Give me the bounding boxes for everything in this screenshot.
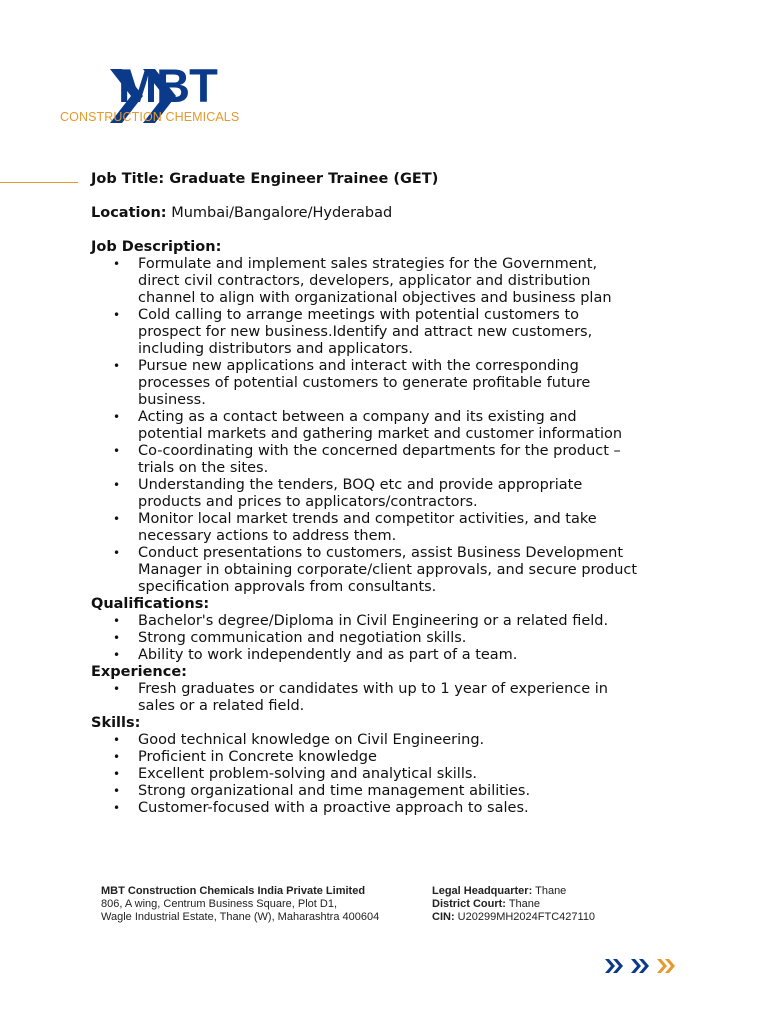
experience-item — [91, 681, 691, 715]
description-item — [91, 477, 691, 511]
footer-district-court — [432, 898, 595, 911]
skills-item — [91, 749, 691, 766]
experience-list — [91, 681, 691, 715]
job-description-heading: Job Description: — [91, 239, 222, 255]
list-item-line: • Conduct presentations to customers, assist Business Development — [138, 545, 624, 561]
list-item-line: • Fresh graduates or candidates with up to 1 year of experience in — [138, 681, 608, 697]
qualifications-heading: Qualifications: — [91, 596, 210, 612]
list-item-line: • Good technical knowledge on Civil Engineering. — [138, 732, 485, 748]
job-location — [91, 205, 691, 222]
experience-heading: Experience: — [91, 664, 187, 680]
skills-item — [91, 783, 691, 800]
list-item-line: trials on the sites. — [138, 460, 269, 476]
description-item — [91, 256, 691, 307]
list-item-line: • Proficient in Concrete knowledge — [138, 749, 377, 765]
list-item-line: • Co-coordinating with the concerned departments for the product – — [138, 443, 621, 459]
list-item-line: • Strong organizational and time management abilities. — [138, 783, 531, 799]
description-item — [91, 307, 691, 358]
court-value: Thane — [508, 898, 541, 910]
footer-address-line-2: Wagle Industrial Estate, Thane (W), Maharashtra 400604 — [101, 911, 380, 923]
skills-item — [91, 732, 691, 749]
location-label: Location: — [91, 205, 167, 221]
cin-value: U20299MH2024FTC427110 — [457, 911, 596, 923]
list-item-line: sales or a related field. — [138, 698, 305, 714]
list-item-line: channel to align with organizational objectives and business plan — [138, 290, 612, 306]
footer-company-info — [101, 885, 379, 924]
list-item-line: • Bachelor's degree/Diploma in Civil Engineering or a related field. — [138, 613, 609, 629]
list-item-line: • Understanding the tenders, BOQ etc and provide appropriate — [138, 477, 583, 493]
list-item-line: necessary actions to address them. — [138, 528, 397, 544]
skills-item — [91, 766, 691, 783]
list-item-line: • Acting as a contact between a company and its existing and — [138, 409, 577, 425]
decorative-chevrons-icon — [605, 957, 677, 975]
list-item-line: including distributors and applicators. — [138, 341, 413, 357]
list-item-line: products and prices to applicators/contractors. — [138, 494, 478, 510]
footer-cin — [432, 911, 595, 924]
list-item-line: business. — [138, 392, 206, 408]
footer-company-name: MBT Construction Chemicals India Private Limited — [101, 885, 366, 897]
company-logo-text: MBT — [118, 59, 217, 112]
skills-heading: Skills: — [91, 715, 141, 731]
list-item-line: processes of potential customers to generate profitable future — [138, 375, 591, 391]
list-item-line: • Strong communication and negotiation skills. — [138, 630, 467, 646]
list-item-line: • Monitor local market trends and competitor activities, and take — [138, 511, 597, 527]
job-posting-body — [91, 171, 691, 817]
cin-label: CIN: — [432, 911, 455, 923]
description-item — [91, 358, 691, 409]
list-item-line: • Customer-focused with a proactive approach to sales. — [138, 800, 529, 816]
list-item-line: specification approvals from consultants. — [138, 579, 437, 595]
list-item-line: • Formulate and implement sales strategies for the Government, — [138, 256, 598, 272]
description-item — [91, 409, 691, 443]
list-item-line: prospect for new business.Identify and attract new customers, — [138, 324, 593, 340]
list-item-line: • Ability to work independently and as part of a team. — [138, 647, 518, 663]
list-item-line: • Cold calling to arrange meetings with potential customers to — [138, 307, 580, 323]
list-item-line: direct civil contractors, developers, applicator and distribution — [138, 273, 591, 289]
court-label: District Court: — [432, 898, 506, 910]
list-item-line: • Pursue new applications and interact with the corresponding — [138, 358, 579, 374]
list-item-line: potential markets and gathering market and customer information — [138, 426, 623, 442]
list-item-line: • Excellent problem-solving and analytical skills. — [138, 766, 478, 782]
footer-address-line-1: 806, A wing, Centrum Business Square, Plot D1, — [101, 898, 338, 910]
job-title: Job Title: Graduate Engineer Trainee (GET) — [91, 171, 439, 187]
skills-list — [91, 732, 691, 817]
description-item — [91, 511, 691, 545]
qualifications-item — [91, 647, 691, 664]
list-item-line: Manager in obtaining corporate/client approvals, and secure product — [138, 562, 638, 578]
footer-legal-info — [432, 885, 595, 924]
job-description-list — [91, 256, 691, 596]
qualifications-item — [91, 630, 691, 647]
title-accent-rule — [0, 182, 78, 183]
location-value: Mumbai/Bangalore/Hyderabad — [171, 205, 393, 221]
description-item — [91, 545, 691, 596]
qualifications-item — [91, 613, 691, 630]
qualifications-list — [91, 613, 691, 664]
company-logo-subtitle: CONSTRUCTION CHEMICALS — [60, 110, 240, 124]
skills-item — [91, 800, 691, 817]
hq-label: Legal Headquarter: — [432, 885, 533, 897]
footer-headquarter — [432, 885, 595, 898]
description-item — [91, 443, 691, 477]
hq-value: Thane — [535, 885, 567, 897]
